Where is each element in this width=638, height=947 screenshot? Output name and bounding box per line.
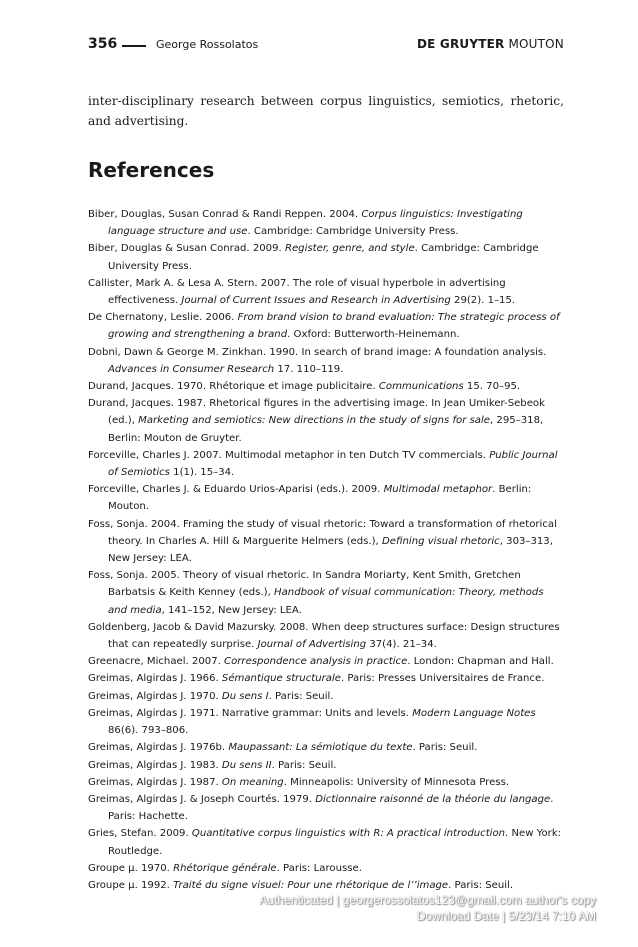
reference-text: 37(4). 21–34. <box>366 639 437 651</box>
reference-text: Durand, Jacques. 1970. Rhétorique et image publicitaire. <box>88 381 379 393</box>
publisher-bold: DE GRUYTER <box>416 37 505 51</box>
reference-text: Forceville, Charles J. & Eduardo Urios-Aparisi (eds.). 2009. <box>88 484 384 496</box>
reference-entry <box>88 447 564 481</box>
reference-text: . Paris: Larousse. <box>276 862 362 874</box>
reference-text: Biber, Douglas & Susan Conrad. 2009. <box>88 243 285 255</box>
reference-title: Maupassant: La sémiotique du texte <box>228 742 413 754</box>
reference-title: Sémantique structurale <box>221 673 341 685</box>
reference-entry <box>88 705 564 739</box>
watermark-line-2: Download Date | 5/23/14 7:10 AM <box>416 909 596 923</box>
reference-entry <box>88 739 564 756</box>
reference-entry <box>88 275 564 309</box>
reference-text: Goldenberg, Jacob & David Mazursky. 2008. When deep structures surface: Design structures that can repeatedly surprise. <box>88 621 560 651</box>
reference-title: From brand vision to brand evaluation: The strategic process of growing and strengthening a brand <box>108 312 560 341</box>
reference-text: 29(2). 1–15. <box>450 295 516 307</box>
reference-text: Greimas, Algirdas J. 1970. <box>88 690 222 702</box>
reference-text: Greimas, Algirdas J. 1987. <box>88 776 222 788</box>
reference-entry <box>88 670 564 687</box>
reference-entry <box>88 653 564 670</box>
reference-title: Public Journal of Semiotics <box>108 449 558 479</box>
reference-text: Forceville, Charles J. 2007. Multimodal metaphor in ten Dutch TV commercials. <box>88 449 490 461</box>
reference-text: 17. 110–119. <box>274 363 344 375</box>
reference-title: Du sens I <box>221 690 269 702</box>
running-author: George Rossolatos <box>156 38 259 51</box>
reference-text: . Paris: Seuil. <box>448 879 514 891</box>
reference-title: Journal of Advertising <box>257 639 367 651</box>
reference-text: Groupe μ. 1992. <box>88 879 174 891</box>
reference-entry <box>88 206 564 240</box>
reference-entry <box>88 860 564 877</box>
intro-paragraph: inter-disciplinary research between corpus linguistics, semiotics, rhetoric, and advertising. <box>88 94 564 128</box>
reference-entry <box>88 774 564 791</box>
references-heading: References <box>88 158 215 182</box>
reference-text: , 303–313, New Jersey: LEA. <box>108 535 553 565</box>
reference-text: . Cambridge: Cambridge University Press. <box>247 226 459 238</box>
reference-title: Rhétorique générale <box>173 862 277 874</box>
running-header <box>88 36 564 56</box>
reference-title: Quantitative corpus linguistics with R: A practical introduction <box>191 828 506 840</box>
reference-entry <box>88 378 564 395</box>
reference-text: Callister, Mark A. & Lesa A. Stern. 2007. The role of visual hyperbole in advertising effectiveness. <box>88 277 506 307</box>
reference-entry <box>88 481 564 515</box>
reference-text: Greimas, Algirdas J. 1966. <box>88 673 222 685</box>
reference-title: Advances in Consumer Research <box>108 363 275 375</box>
reference-text: Greimas, Algirdas J. 1983. <box>88 759 222 771</box>
reference-text: Dobni, Dawn & George M. Zinkhan. 1990. In search of brand image: A foundation analysis. <box>88 346 547 358</box>
reference-entry <box>88 825 564 859</box>
reference-entry <box>88 619 564 653</box>
reference-text: . London: Chapman and Hall. <box>407 656 554 668</box>
reference-title: Marketing and semiotics: New directions in the study of signs for sale <box>138 415 491 427</box>
reference-text: Greimas, Algirdas J. 1976b. <box>88 742 229 754</box>
watermark-line-1: Authenticated | georgerossolatos123@gmail.com author's copy <box>259 893 596 907</box>
reference-title: Communications <box>378 381 464 393</box>
reference-text: . Paris: Seuil. <box>412 742 478 754</box>
reference-text: . New York: Routledge. <box>108 828 562 857</box>
reference-text: , 141–152, New Jersey: LEA. <box>161 604 302 616</box>
reference-text: 86(6). 793–806. <box>108 725 189 737</box>
reference-text: . Paris: Seuil. <box>271 759 337 771</box>
reference-entry <box>88 344 564 378</box>
reference-text: . Berlin: Mouton. <box>108 484 532 513</box>
reference-text: . Paris: Seuil. <box>268 690 334 702</box>
reference-text: . Oxford: Butterworth-Heinemann. <box>287 329 460 341</box>
reference-title: Journal of Current Issues and Research in Advertising <box>181 295 451 307</box>
reference-entry <box>88 240 564 274</box>
reference-title: Dictionnaire raisonné de la théorie du langage <box>315 793 551 805</box>
reference-title: Register, genre, and style <box>284 243 415 255</box>
reference-text: Foss, Sonja. 2005. Theory of visual rhetoric. In Sandra Moriarty, Kent Smith, Gretchen Barbatsis & Keith Kenney (eds.), <box>88 570 521 599</box>
reference-text: Durand, Jacques. 1987. Rhetorical figures in the advertising image. In Jean Umiker-Sebeok (ed.), <box>88 398 545 427</box>
reference-text: 15. 70–95. <box>463 381 521 393</box>
reference-title: Handbook of visual communication: Theory, methods and media <box>108 587 544 616</box>
page-number: 356 <box>88 36 118 52</box>
reference-text: . Minneapolis: University of Minnesota Press. <box>283 776 510 788</box>
reference-text: . Cambridge: Cambridge University Press. <box>108 243 539 272</box>
reference-text: De Chernatony, Leslie. 2006. <box>88 312 238 324</box>
reference-text: . Paris: Hachette. <box>108 793 554 823</box>
watermark-footer <box>260 892 596 924</box>
reference-text: Greenacre, Michael. 2007. <box>88 656 225 668</box>
reference-entry <box>88 757 564 774</box>
reference-entry <box>88 309 564 343</box>
reference-title: Correspondence analysis in practice <box>224 656 408 668</box>
reference-title: Corpus linguistics: Investigating language structure and use <box>108 209 523 238</box>
references-list <box>88 206 564 894</box>
reference-text: . Paris: Presses Universitaires de France. <box>340 673 545 685</box>
reference-entry <box>88 688 564 705</box>
reference-entry <box>88 395 564 447</box>
header-dash <box>122 45 146 47</box>
reference-title: Modern Language Notes <box>412 707 536 719</box>
reference-entry <box>88 791 564 825</box>
reference-text: Gries, Stefan. 2009. <box>88 828 192 840</box>
reference-entry <box>88 567 564 619</box>
reference-title: Defining visual rhetoric <box>381 535 500 547</box>
reference-title: Multimodal metaphor <box>383 484 493 496</box>
reference-entry <box>88 516 564 568</box>
reference-text: , 295–318, Berlin: Mouton de Gruyter. <box>108 415 544 444</box>
reference-title: Traité du signe visuel: Pour une rhétorique de l’’image <box>173 879 449 891</box>
reference-title: Du sens II <box>221 759 272 771</box>
reference-text: Biber, Douglas, Susan Conrad & Randi Reppen. 2004. <box>88 209 362 220</box>
publisher-name <box>417 37 564 51</box>
publisher-rest: MOUTON <box>504 37 564 51</box>
reference-text: Groupe μ. 1970. <box>88 862 174 874</box>
reference-text: Foss, Sonja. 2004. Framing the study of visual rhetoric: Toward a transformation of rhetorical theory. In Charles A. Hill & Marguerite Helmers (eds.), <box>88 518 557 547</box>
reference-title: On meaning <box>221 776 284 788</box>
reference-text: Greimas, Algirdas J. 1971. Narrative grammar: Units and levels. <box>88 707 413 719</box>
reference-text: 1(1). 15–34. <box>169 467 235 479</box>
reference-text: Greimas, Algirdas J. & Joseph Courtés. 1979. <box>88 793 316 805</box>
